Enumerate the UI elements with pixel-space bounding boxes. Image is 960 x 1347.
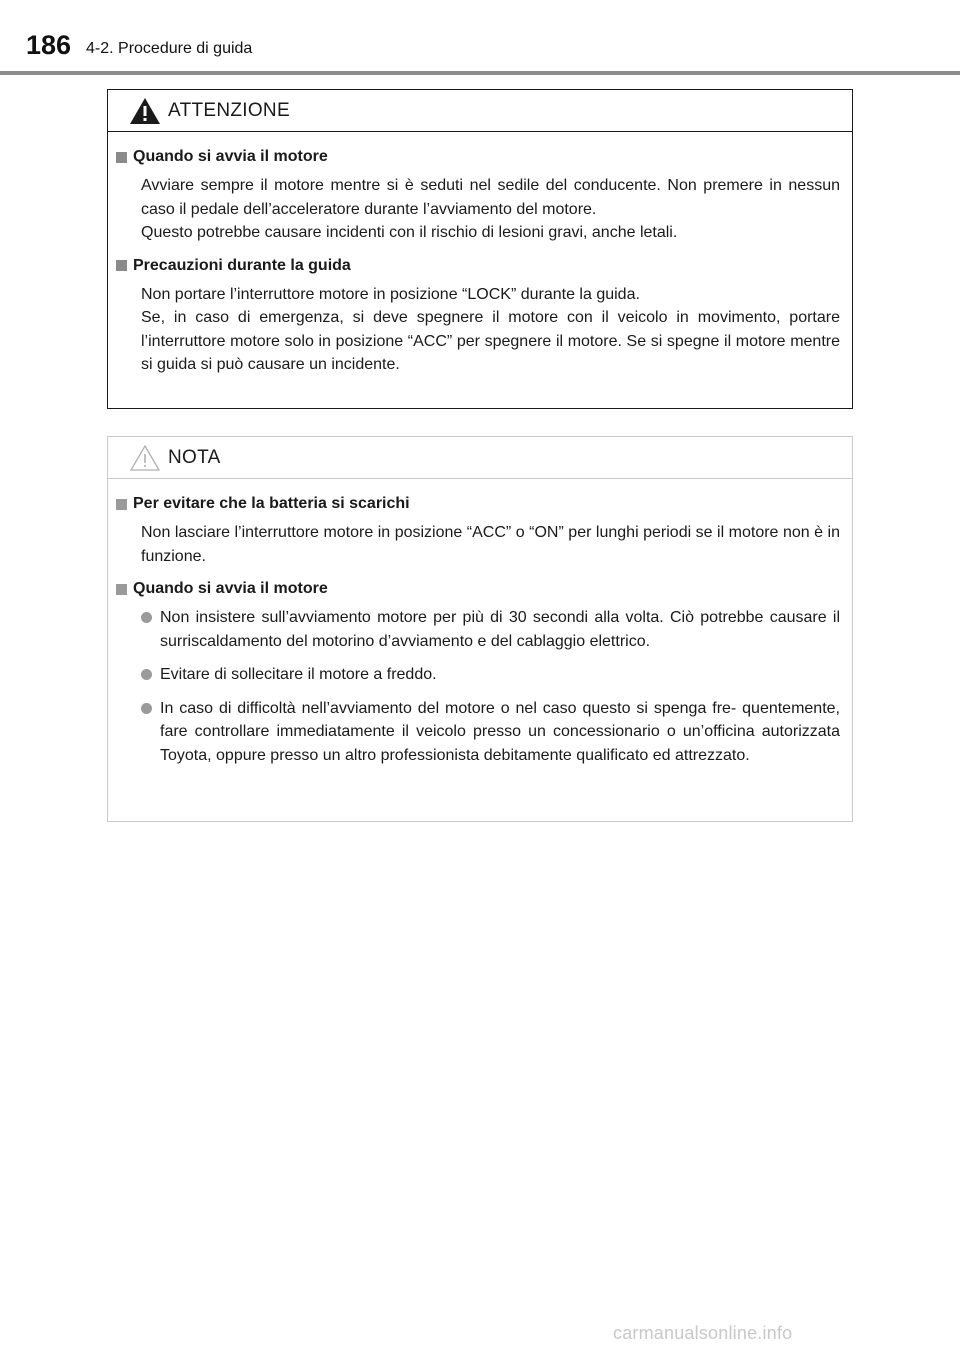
warning-triangle-filled-icon [128,96,162,126]
note-item-engine-start [116,578,840,767]
circle-bullet-icon [141,612,152,623]
warning-item-heading [116,255,840,277]
circle-bullet-icon [141,703,152,714]
paragraph: Avviare sempre il motore mentre si è seduti nel sedile del conducente. Non premere in nessun caso il pedale dell’acceleratore durante l’avviamento del motore. [141,177,840,218]
note-item-heading-text: Quando si avvia il motore [133,580,328,597]
section-title: 4-2. Procedure di guida [86,40,253,57]
warning-item-text [141,283,840,377]
warning-item-text [141,174,840,245]
list-item-text: In caso di difficoltà nell’avviamento del motore o nel caso questo si spenga fre- quentemente, fare controllare immediatamente il veicolo presso un concessionario o un’officina autorizzata Toyota, oppure presso un altro professionista debitamente qualificato ed attrezzato. [160,699,840,764]
bullet-list [141,606,840,767]
list-item-text: Evitare di sollecitare il motore a freddo. [160,666,437,683]
note-box-title: NOTA [168,447,221,468]
paragraph: Se, in caso di emergenza, si deve spegnere il motore con il veicolo in movimento, portare l’interruttore motore solo in posizione “ACC” per spegnere il motore. Se si spegne il motore mentre si guida si può causare un incidente. [141,309,840,373]
header-divider [0,71,960,75]
list-item [141,606,840,653]
warning-item-heading-text: Quando si avvia il motore [133,148,328,165]
page-header [0,0,960,76]
warning-item-heading-text: Precauzioni durante la guida [133,256,351,274]
note-item-heading [116,493,840,515]
paragraph: Non lasciare l’interruttore motore in posizione “ACC” o “ON” per lunghi periodi se il motore non è in funzione. [141,524,840,565]
note-item-battery [116,493,840,568]
square-bullet-icon [116,499,127,510]
warning-box [107,89,853,409]
paragraph: Questo potrebbe causare incidenti con il rischio di lesioni gravi, anche letali. [141,224,678,241]
warning-item-heading [116,146,840,168]
warning-item-driving-precautions [116,255,840,377]
note-item-heading [116,578,840,600]
warning-item-engine-start [116,146,840,245]
paragraph: Non portare l’interruttore motore in posizione “LOCK” durante la guida. [141,285,640,303]
note-box-header [108,437,852,479]
note-item-text [141,521,840,568]
square-bullet-icon [116,152,127,163]
circle-bullet-icon [141,669,152,680]
page-number: 186 [26,30,72,60]
list-item-text: Non insistere sull’avviamento motore per più di 30 secondi alla volta. Ciò potrebbe causare il surriscaldamento del motorino d’avviamento e del cablaggio elettrico. [160,609,840,650]
list-item [141,663,840,687]
note-item-heading-text: Per evitare che la batteria si scarichi [133,495,410,512]
warning-box-body [108,132,852,377]
note-box-body [108,479,852,767]
watermark: carmanualsonline.info [613,1323,793,1343]
warning-box-title: ATTENZIONE [168,100,290,121]
list-item [141,697,840,768]
square-bullet-icon [116,584,127,595]
warning-box-header [108,90,852,132]
note-box [107,436,853,822]
square-bullet-icon [116,260,127,271]
warning-triangle-outline-icon [128,443,162,473]
